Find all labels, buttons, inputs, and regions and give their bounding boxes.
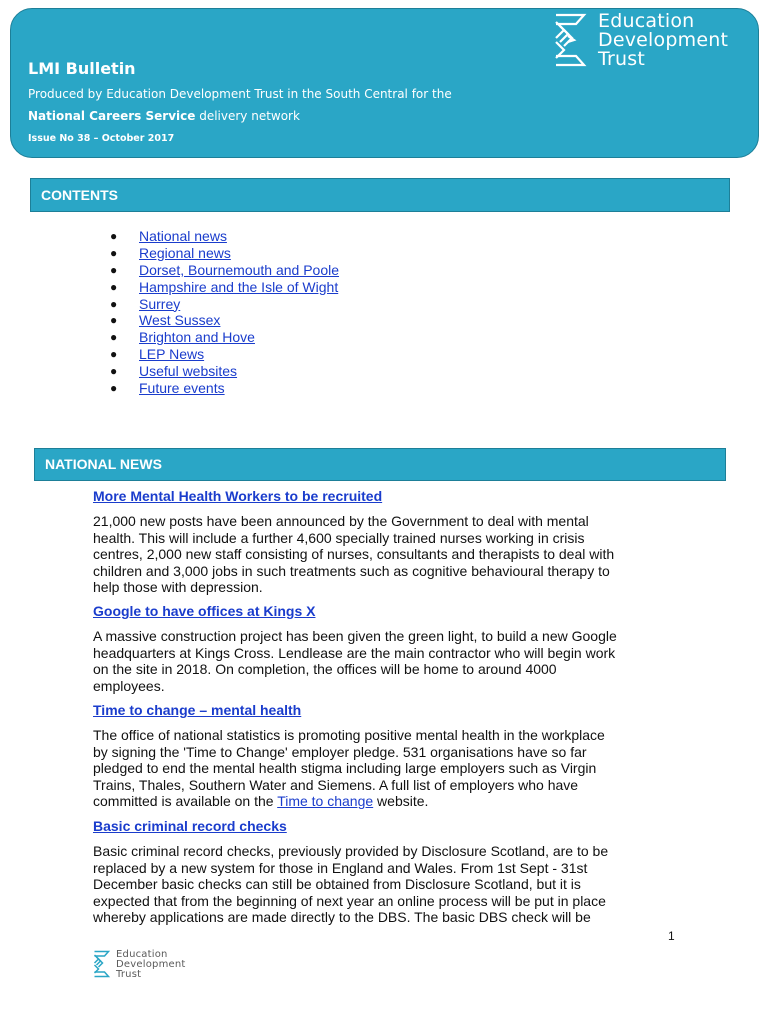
toc-link-national-news[interactable]: National news (139, 228, 227, 244)
article-title-link[interactable]: More Mental Health Workers to be recruited (93, 488, 383, 504)
logo-line-1: Education (116, 949, 168, 960)
article-body (93, 513, 693, 596)
toc-link-dorset[interactable]: Dorset, Bournemouth and Poole (139, 261, 340, 278)
list-item (110, 262, 339, 279)
bulletin-title: LMI Bulletin (28, 59, 136, 78)
body-line: headquarters at Kings Cross. Lendlease are the main contractor who will begin work (93, 644, 616, 661)
article (93, 702, 693, 810)
bulletin-subtitle: Produced by Education Development Trust in the South Central for the (28, 87, 452, 101)
toc-link-future-events[interactable]: Future events (139, 380, 225, 397)
article (93, 488, 693, 596)
body-line: 21,000 new posts have been announced by the Government to deal with mental (93, 513, 589, 529)
toc-link-west-sussex[interactable]: West Sussex (139, 312, 221, 329)
article-title-link[interactable]: Time to change – mental health (93, 702, 302, 718)
article-body (93, 727, 693, 810)
national-news-heading: NATIONAL NEWS (34, 448, 726, 481)
list-item (110, 245, 339, 262)
list-item (110, 296, 339, 313)
network-text: delivery network (195, 109, 300, 123)
body-line: employees. (93, 677, 165, 694)
body-line: expected that from the beginning of next year an online process will be put in place (93, 892, 606, 909)
list-item (110, 380, 339, 397)
article-title-link[interactable]: Basic criminal record checks (93, 818, 287, 834)
logo-mark-icon (554, 12, 592, 68)
body-line: Trains, Thales, Southern Water and Siemens. A full list of employers who have (93, 776, 579, 793)
body-text: website. (373, 793, 429, 810)
list-item (110, 279, 339, 296)
bullet-icon: ● (110, 279, 118, 294)
toc-link-brighton[interactable]: Brighton and Hove (139, 329, 255, 346)
contents-list (110, 228, 339, 397)
list-item (110, 228, 339, 245)
article-title-link[interactable]: Google to have offices at Kings X (93, 603, 316, 619)
article-body (93, 628, 693, 694)
toc-link-regional-news[interactable]: Regional news (139, 244, 231, 261)
body-line: replaced by a new system for those in England and Wales. From 1st Sept - 31st (93, 859, 588, 876)
body-line: children and 3,000 jobs in such treatments such as cognitive behavioural therapy to (93, 562, 610, 579)
contents-heading: CONTENTS (30, 178, 730, 212)
body-line: pledged to end the mental health stigma including large employers such as Virgin (93, 760, 597, 777)
bullet-icon: ● (110, 229, 118, 243)
service-name: National Careers Service (28, 109, 196, 123)
logo-line-2: Development (598, 29, 729, 51)
body-line: whereby applications are made directly to the DBS. The basic DBS check will be (93, 909, 591, 926)
list-item (110, 312, 339, 329)
body-line: by signing the 'Time to Change' employer pledge. 531 organisations have so far (93, 743, 587, 760)
bullet-icon: ● (110, 381, 118, 396)
bulletin-subtitle-2 (28, 109, 300, 123)
education-development-trust-logo (554, 12, 728, 69)
article-body (93, 843, 693, 926)
bullet-icon: ● (110, 347, 118, 362)
list-item (110, 363, 339, 380)
footer-logo (93, 950, 186, 980)
bullet-icon: ● (110, 245, 118, 260)
toc-link-lep-news[interactable]: LEP News (139, 346, 205, 363)
toc-link-useful-websites[interactable]: Useful websites (139, 363, 238, 380)
bullet-icon: ● (110, 364, 118, 379)
list-item (110, 329, 339, 346)
logo-line-3: Trust (598, 48, 646, 70)
bullet-icon: ● (110, 296, 118, 311)
body-line: health. This will include a further 4,600 specially trained nurses working in crisis (93, 529, 585, 546)
body-line: Basic criminal record checks, previously provided by Disclosure Scotland, are to be (93, 843, 609, 859)
body-line: help those with depression. (93, 579, 263, 596)
body-line: December basic checks can still be obtained from Disclosure Scotland, but it is (93, 876, 581, 893)
issue-number: Issue No 38 – October 2017 (28, 133, 175, 144)
toc-link-surrey[interactable]: Surrey (139, 295, 181, 312)
page-number: 1 (668, 929, 675, 943)
article (93, 818, 693, 926)
bullet-icon: ● (110, 313, 118, 328)
logo-line-3: Trust (116, 969, 142, 980)
body-line: centres, 2,000 new staff consisting of nurses, consultants and therapists to deal with (93, 546, 615, 563)
body-line: The office of national statistics is promoting positive mental health in the workplace (93, 727, 605, 743)
list-item (110, 346, 339, 363)
logo-line-2: Development (116, 959, 186, 970)
body-text: committed is available on the (93, 793, 278, 810)
logo-line-1: Education (598, 10, 695, 32)
body-line (93, 793, 693, 810)
toc-link-hampshire[interactable]: Hampshire and the Isle of Wight (139, 278, 339, 295)
time-to-change-link[interactable]: Time to change (277, 793, 374, 810)
article (93, 603, 693, 694)
body-line: on the site in 2018. On completion, the offices will be home to around 4000 (93, 661, 557, 678)
bullet-icon: ● (110, 330, 118, 345)
logo-mark-icon (93, 950, 113, 978)
body-line: A massive construction project has been given the green light, to build a new Google (93, 628, 617, 644)
bullet-icon: ● (110, 262, 118, 277)
